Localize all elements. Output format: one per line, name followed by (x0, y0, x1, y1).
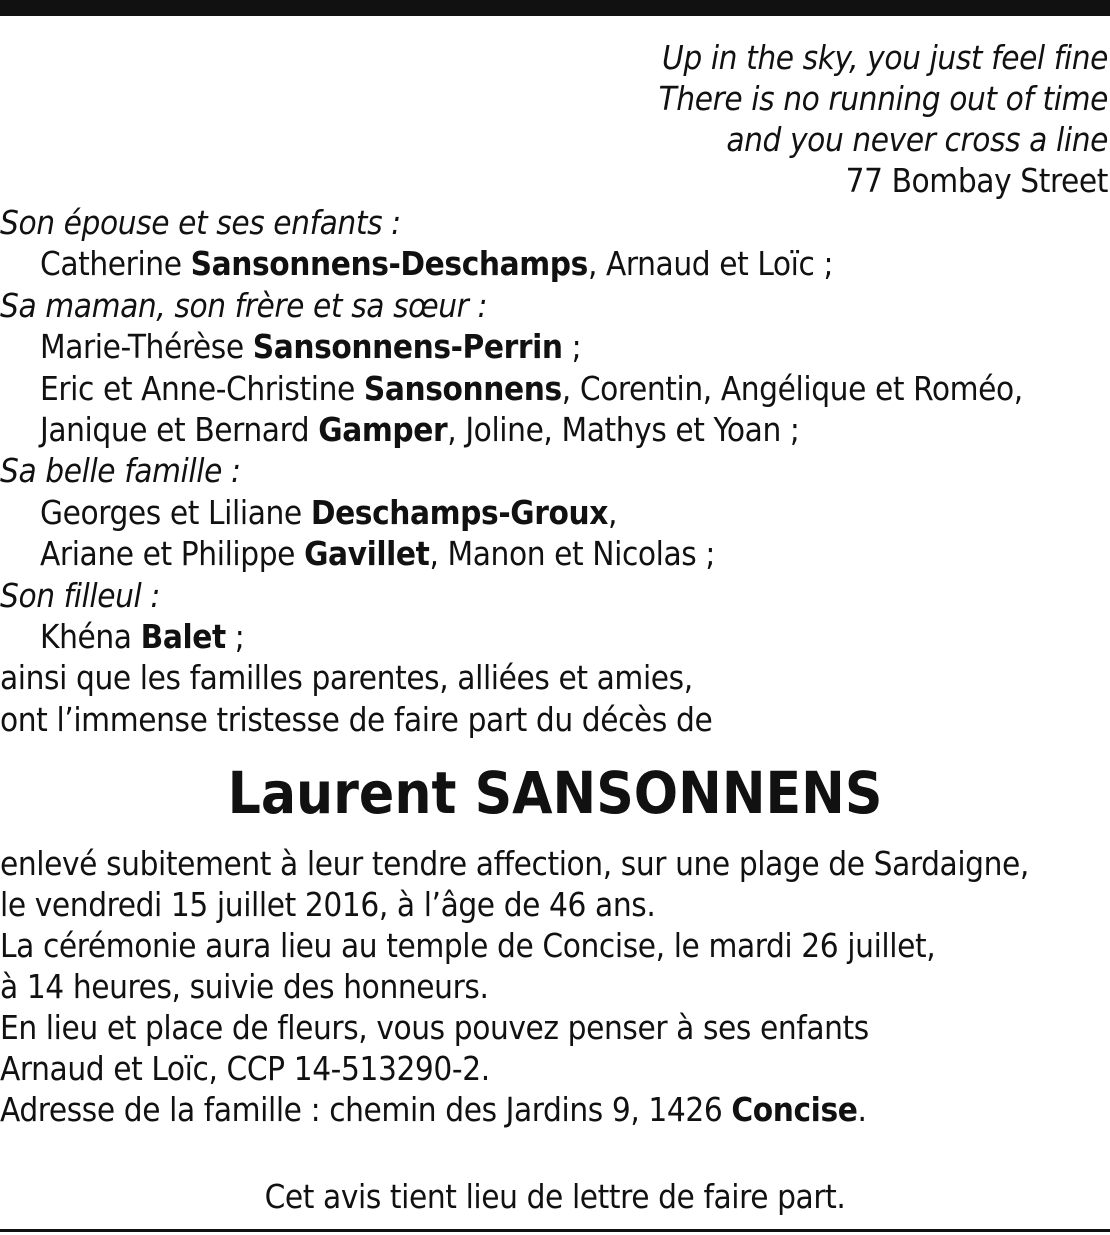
sister-rest: , Joline, Mathys et Yoan ; (447, 410, 800, 450)
epigraph-source: 77 Bombay Street (845, 161, 1108, 200)
announcement-line: ainsi que les familles parentes, alliées et amies, (0, 658, 693, 698)
godchild-entry (0, 616, 1023, 657)
godchild-first: Khéna (40, 617, 141, 657)
mother-first: Marie-Thérèse (40, 327, 253, 367)
details-line: La cérémonie aura lieu au temple de Concise, le mardi 26 juillet, (0, 926, 936, 965)
details-line: le vendredi 15 juillet 2016, à l’âge de 46 ans. (0, 885, 656, 924)
sister-surname: Gamper (318, 410, 448, 450)
inlaws1-rest: , (607, 492, 617, 532)
brother-first: Eric et Anne-Christine (40, 368, 364, 408)
top-rule (0, 0, 1110, 16)
spouse-label: Son épouse et ses enfants : (0, 203, 401, 242)
address-prefix: Adresse de la famille : chemin des Jardins 9, 1426 (0, 1090, 732, 1129)
inlaws1-surname: Deschamps-Groux (310, 492, 608, 532)
inlaws-entry (0, 533, 1023, 574)
mother-rest: ; (562, 327, 582, 367)
family-list (0, 202, 1023, 740)
godchild-surname: Balet (140, 617, 226, 657)
address-suffix: . (857, 1090, 867, 1129)
bottom-rule (0, 1229, 1110, 1232)
spouse-entry (0, 243, 1023, 284)
announcement-line: ont l’immense tristesse de faire part du décès de (0, 699, 713, 739)
details-line: enlevé subitement à leur tendre affection, sur une plage de Sardaigne, (0, 844, 1029, 883)
details-line: Arnaud et Loïc, CCP 14-513290-2. (0, 1049, 490, 1088)
closing-note: Cet avis tient lieu de lettre de faire part. (264, 1177, 846, 1216)
spouse-rest: , Arnaud et Loïc ; (587, 244, 834, 284)
sister-entry (0, 409, 1023, 450)
deceased-name: Laurent SANSONNENS (227, 759, 883, 827)
inlaws2-surname: Gavillet (304, 534, 430, 574)
godchild-label: Son filleul : (0, 575, 161, 615)
inlaws1-first: Georges et Liliane (40, 492, 311, 532)
godchild-rest: ; (225, 617, 245, 657)
sister-first: Janique et Bernard (40, 410, 319, 450)
spouse-first: Catherine (40, 244, 191, 284)
address-town: Concise (731, 1090, 858, 1129)
spouse-surname: Sansonnens-Deschamps (190, 244, 588, 284)
epigraph (659, 37, 1108, 201)
family-address (0, 1089, 1029, 1130)
mother-surname: Sansonnens-Perrin (252, 327, 563, 367)
epigraph-line: There is no running out of time (658, 79, 1108, 118)
inlaws-entry (0, 492, 1023, 533)
epigraph-line: Up in the sky, you just feel fine (662, 38, 1108, 77)
mother-entry (0, 326, 1023, 367)
inlaws2-first: Ariane et Philippe (40, 534, 305, 574)
inlaws-label: Sa belle famille : (0, 451, 241, 491)
details-line: à 14 heures, suivie des honneurs. (0, 967, 489, 1006)
brother-entry (0, 368, 1023, 409)
mother-label: Sa maman, son frère et sa sœur : (0, 285, 488, 325)
brother-surname: Sansonnens (363, 368, 562, 408)
details-line: En lieu et place de fleurs, vous pouvez penser à ses enfants (0, 1008, 869, 1047)
funeral-details (0, 843, 1029, 1130)
brother-rest: , Corentin, Angélique et Roméo, (561, 368, 1023, 408)
epigraph-line: and you never cross a line (726, 120, 1108, 159)
inlaws2-rest: , Manon et Nicolas ; (429, 534, 715, 574)
